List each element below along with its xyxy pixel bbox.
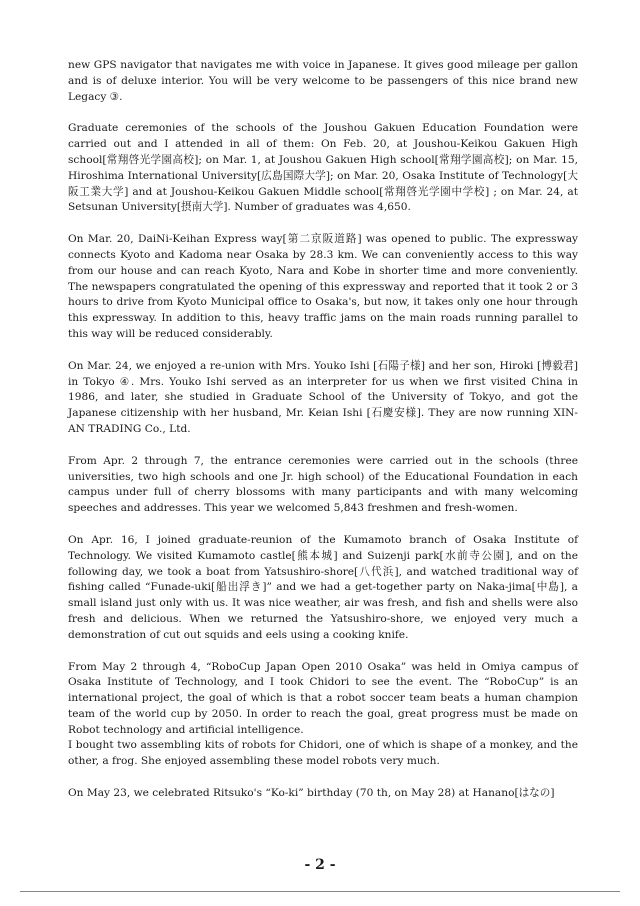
paragraph-text: On Apr. 16, I joined graduate-reunion of the Kumamoto branch of Osaka Institute of Technology. We visited Kumamoto castle[熊本城] and Suizenji park[水前寺公園], and on the following day, we took a boat from Yatsushiro-shore[八代浜], and watched traditional way of fishing called “Funade-uki[船出浮き]” and we had a get-together party on Naka-jima[中島], a small island just only with us. It was nice weather, air was fresh, and fish and shells were also fresh and delicious. When we returned the Yatsushiro-shore, we enjoyed very much a demonstration of cut out squids and eels using a cooking knife. — [68, 533, 578, 641]
paragraph-kumamoto-reunion — [68, 533, 578, 644]
letter-body — [68, 58, 578, 802]
paragraph-text: I bought two assembling kits of robots for Chidori, one of which is shape of a monkey, and the other, a frog. She enjoyed assembling these model robots very much. — [68, 739, 578, 768]
paragraph-gps-navigator — [68, 58, 578, 105]
paragraph-reunion-tokyo — [68, 359, 578, 438]
paragraph-text: On Mar. 24, we enjoyed a re-union with Mrs. Youko Ishi [石陽子様] and her son, Hiroki [博毅君] in Tokyo ④. Mrs. Youko Ishi served as an interpreter for us when we first visited China in 1986, and later, she studied in Graduate School of the University of Tokyo, and got the Japanese citizenship with her husband, Mr. Keian Ishi [石慶安様]. They are now running XIN-AN TRADING Co., Ltd. — [68, 359, 578, 435]
page-number: - 2 - — [304, 857, 336, 873]
paragraph-text: From Apr. 2 through 7, the entrance ceremonies were carried out in the schools (three universities, two high schools and one Jr. high school) of the Educational Foundation in each campus under full of cherry blossoms with many participants and with many welcoming speeches and addresses. This year we welcomed 5,843 freshmen and fresh-women. — [68, 454, 578, 515]
paragraph-koki-birthday — [68, 786, 578, 802]
paragraph-graduate-ceremonies — [68, 121, 578, 216]
paragraph-entrance-ceremonies — [68, 454, 578, 517]
paragraph-expressway — [68, 232, 578, 343]
paragraph-text: On Mar. 20, DaiNi-Keihan Express way[第二京阪道路] was opened to public. The expressway connects Kyoto and Kadoma near Osaka by 28.3 km. We can conveniently access to this way from our house and can reach Kyoto, Nara and Kobe in shorter time and more conveniently. The newspapers congratulated the opening of this expressway and reported that it took 2 or 3 hours to drive from Kyoto Municipal office to Osaka's, but now, it takes only one hour through this expressway. In addition to this, heavy traffic jams on the main roads running parallel to this way will be reduced considerably. — [68, 233, 578, 340]
paragraph-text: new GPS navigator that navigates me with voice in Japanese. It gives good mileage per gallon and is of deluxe interior. You will be very welcome to be passengers of this nice brand new Legacy ③. — [68, 59, 578, 103]
paragraph-text: From May 2 through 4, “RoboCup Japan Open 2010 Osaka” was held in Omiya campus of Osaka Institute of Technology, and I took Chidori to see the event. The “RoboCup” is an international project, the goal of which is that a robot soccer team beats a human champion team of the world cup by 2050. In order to reach the goal, great progress must be made on Robot technology and artificial intelligence. — [68, 660, 578, 736]
paragraph-text: On May 23, we celebrated Ritsuko's “Ko-ki” birthday (70 th, on May 28) at Hanano[はなの] — [68, 787, 555, 800]
bottom-divider — [20, 891, 620, 892]
paragraph-robocup — [68, 660, 578, 771]
paragraph-text: Graduate ceremonies of the schools of the Joushou Gakuen Education Foundation were carried out and I attended in all of them: On Feb. 20, at Joushou-Keikou Gakuen High school[常翔啓光学園高校]; on Mar. 1, at Joushou Gakuen High school[常翔学園高校]; on Mar. 15, Hiroshima International University[広島国際大学]; on Mar. 20, Osaka Institute of Technology[大阪工業大学] and at Joushou-Keikou Gakuen Middle school[常翔啓光学園中学校] ; on Mar. 24, at Setsunan University[摂南大学]. Number of graduates was 4,650. — [68, 122, 578, 214]
